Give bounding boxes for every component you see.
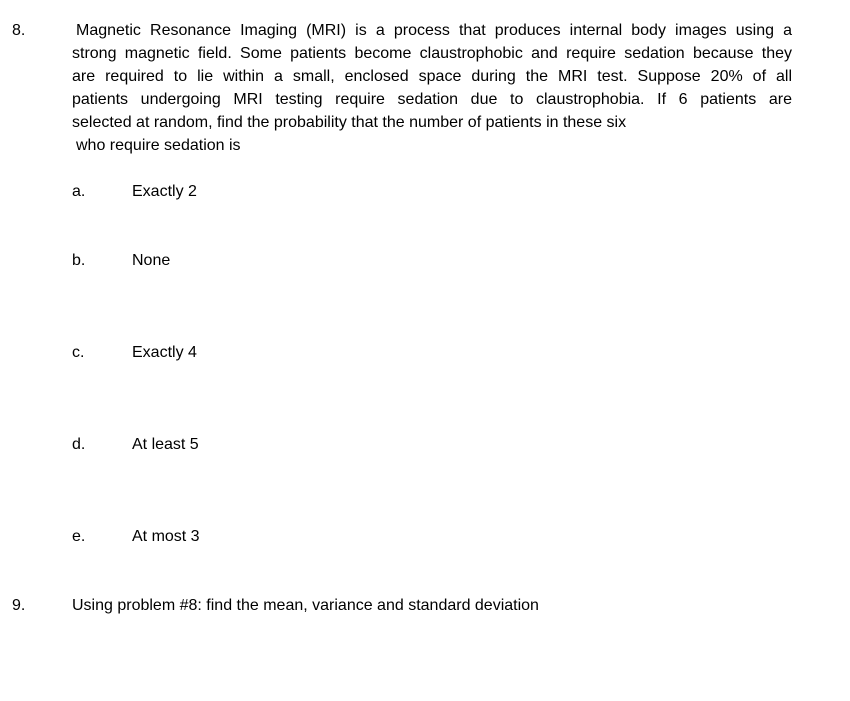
question-8-line: strong magnetic field. Some patients become claustrophobic and require sedation because they xyxy=(72,45,792,62)
question-8-line: Magnetic Resonance Imaging (MRI) is a process that produces internal body images using a xyxy=(76,22,792,39)
option-text: Exactly 2 xyxy=(132,183,197,200)
question-8-number: 8. xyxy=(12,22,26,39)
question-8-line: selected at random, find the probability that the number of patients in these six xyxy=(72,114,627,131)
option-letter: b. xyxy=(72,252,86,269)
question-8-line: who require sedation is xyxy=(76,137,241,154)
option-letter: e. xyxy=(72,528,86,545)
question-8-line: patients undergoing MRI testing require sedation due to claustrophobia. If 6 patients are xyxy=(72,91,792,108)
option-letter: c. xyxy=(72,344,85,361)
option-text: At most 3 xyxy=(132,528,200,545)
option-text: At least 5 xyxy=(132,436,199,453)
question-9-text: Using problem #8: find the mean, variance and standard deviation xyxy=(72,597,539,614)
question-8-text xyxy=(72,19,792,157)
option-letter: d. xyxy=(72,436,86,453)
option-letter: a. xyxy=(72,183,86,200)
option-text: Exactly 4 xyxy=(132,344,197,361)
question-9-number: 9. xyxy=(12,597,26,614)
question-8-line: are required to lie within a small, enclosed space during the MRI test. Suppose 20% of all xyxy=(72,68,792,85)
option-text: None xyxy=(132,252,171,269)
